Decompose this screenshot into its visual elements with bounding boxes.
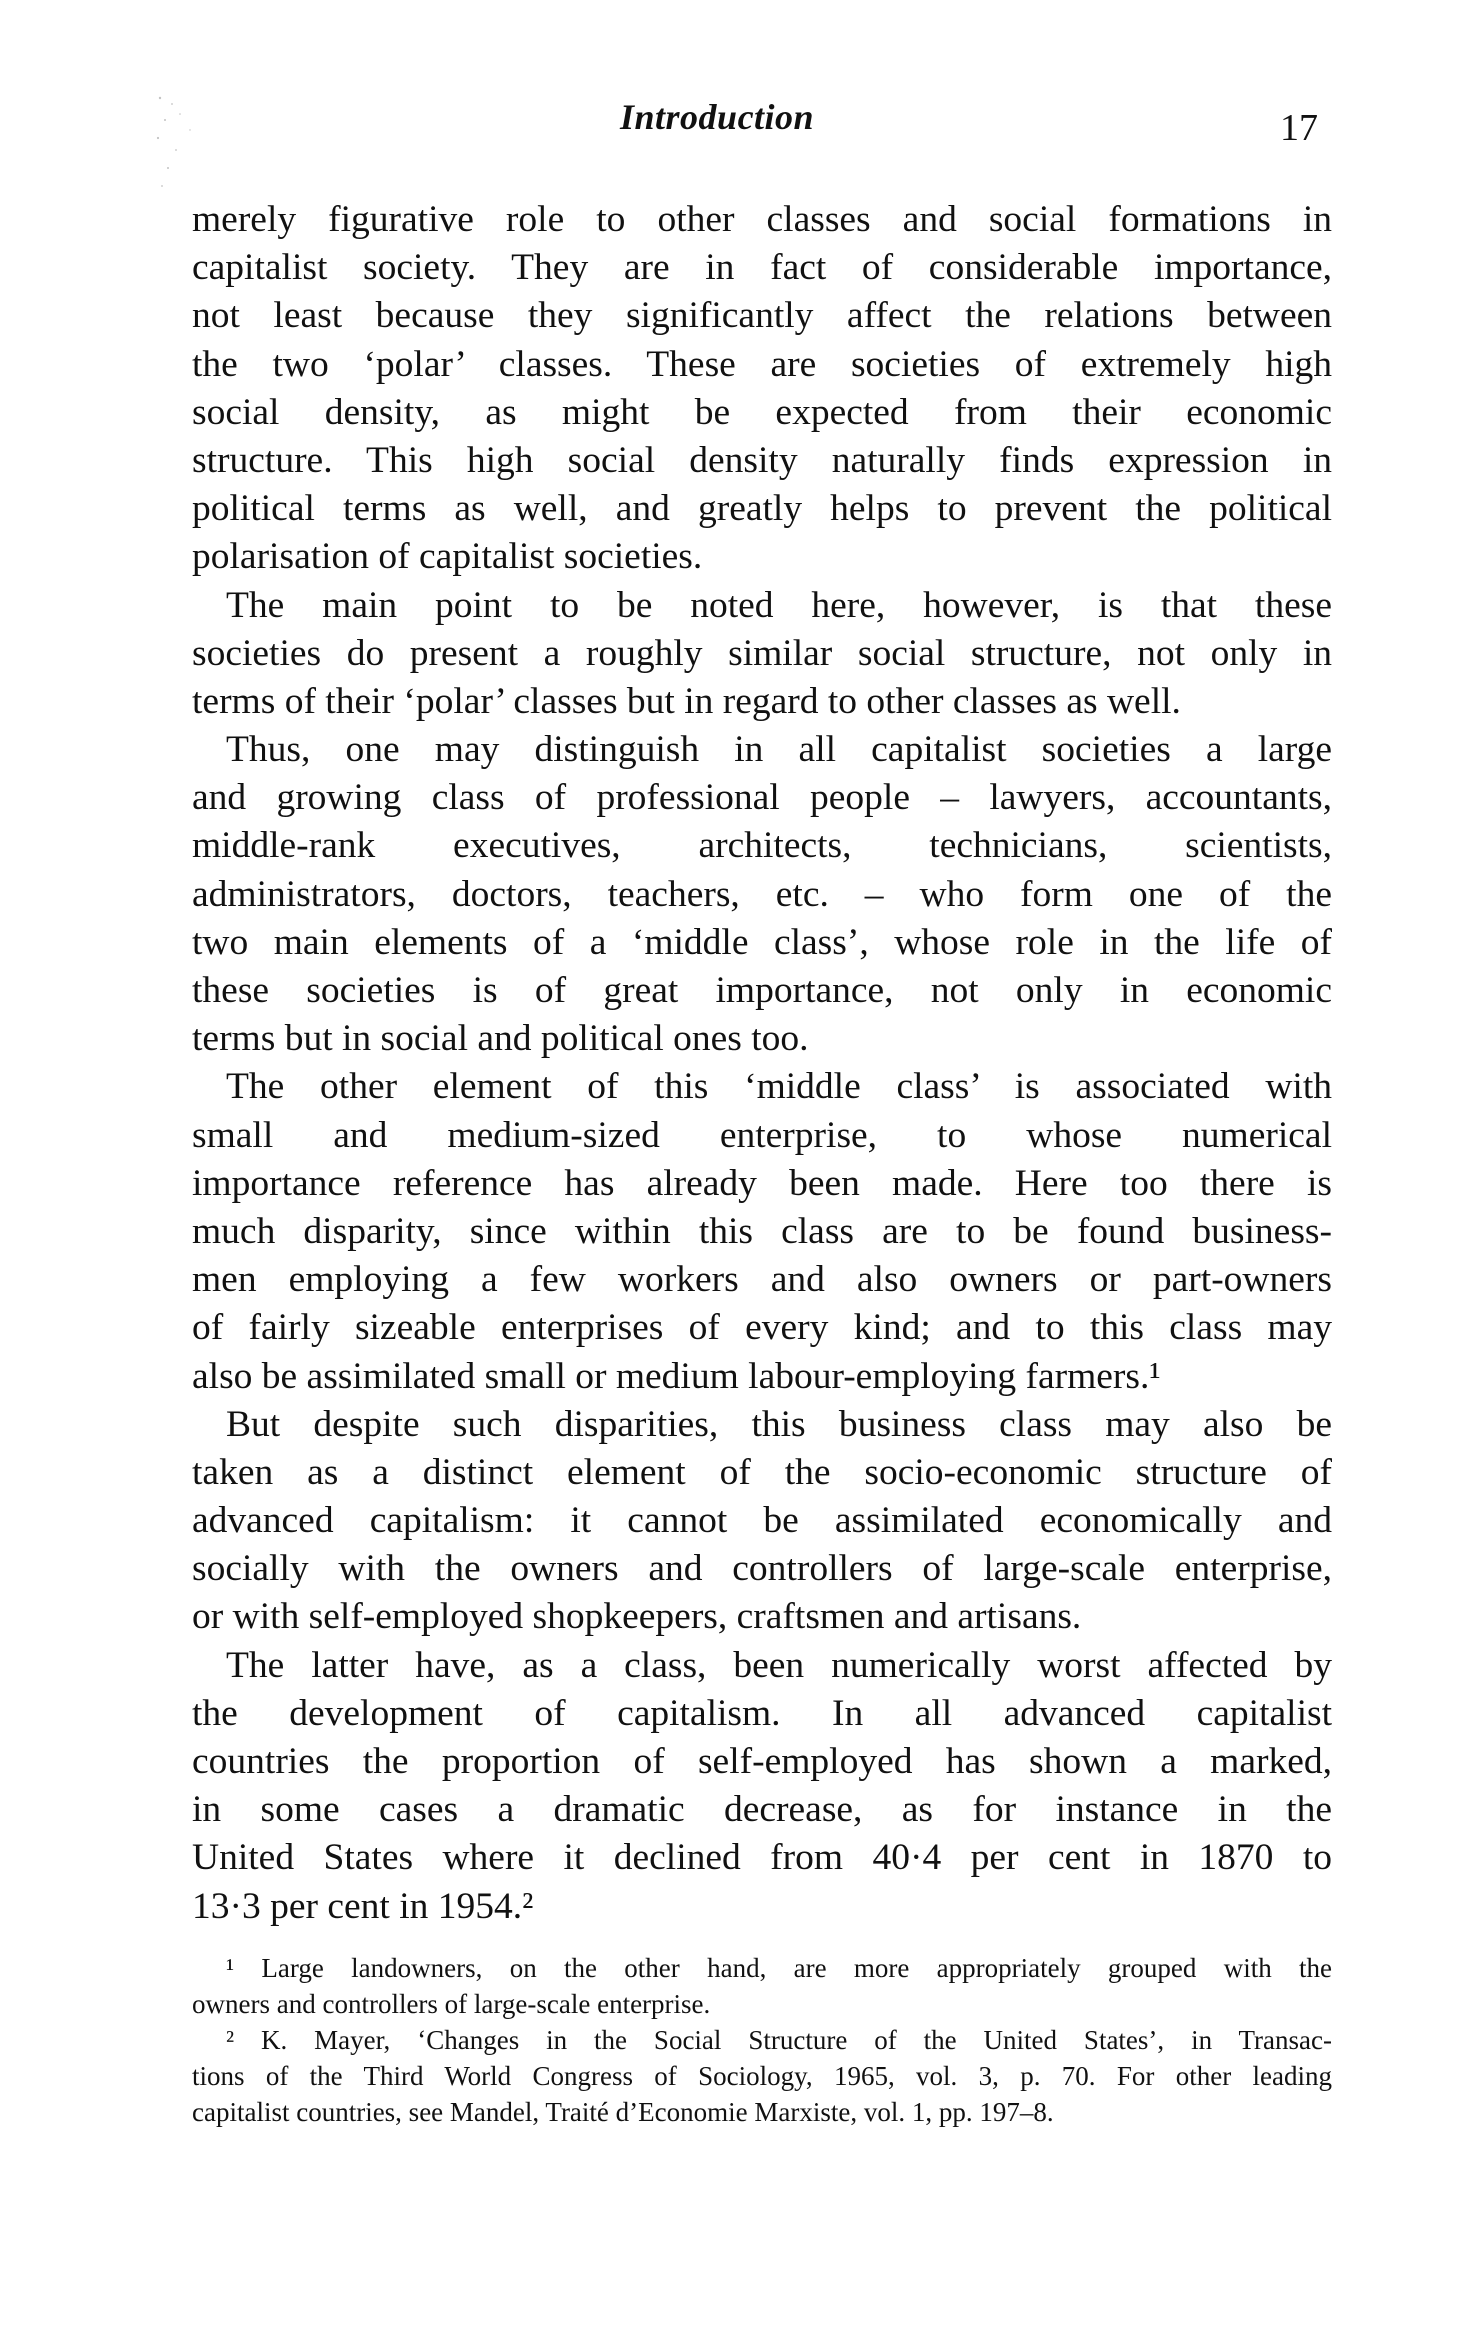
text-line: of fairly sizeable enterprises of every kind; and to this class may: [192, 1307, 1332, 1349]
footnotes: [192, 1950, 1332, 2130]
text-line: not least because they significantly affect the relations between: [192, 295, 1332, 337]
text-line: or with self-employed shopkeepers, craftsmen and artisans.: [192, 1596, 1082, 1638]
text-line: countries the proportion of self-employed has shown a marked,: [192, 1741, 1332, 1782]
text-line: capitalist society. They are in fact of considerable importance,: [192, 247, 1332, 289]
text-line: The main point to be noted here, however, is that these: [226, 584, 1332, 626]
text-line: But despite such disparities, this business class may also be: [226, 1403, 1332, 1445]
text-line: terms but in social and political ones too.: [192, 1018, 809, 1060]
text-line: advanced capitalism: it cannot be assimilated economically and: [192, 1500, 1332, 1542]
footnote-line: ² K. Mayer, ‘Changes in the Social Structure of the United States’, in Transac-: [226, 2025, 1332, 2055]
running-head-title: Introduction: [620, 97, 815, 137]
text-line: United States where it declined from 40·4 per cent in 1870 to: [192, 1837, 1332, 1879]
footnote-line: owners and controllers of large-scale enterprise.: [192, 1989, 711, 2019]
text-line: middle-rank executives, architects, technicians, scientists,: [192, 825, 1332, 867]
text-line: importance reference has already been made. Here too there is: [192, 1162, 1332, 1204]
text-line: and growing class of professional people – lawyers, accountants,: [192, 777, 1332, 819]
text-line: also be assimilated small or medium labour-employing farmers.¹: [192, 1355, 1161, 1397]
scan-speckle-mark: [150, 90, 230, 210]
text-line: polarisation of capitalist societies.: [192, 536, 703, 578]
text-line: The latter have, as a class, been numerically worst affected by: [226, 1644, 1332, 1686]
text-line: terms of their ‘polar’ classes but in regard to other classes as well.: [192, 680, 1181, 722]
text-line: much disparity, since within this class are to be found business-: [192, 1210, 1332, 1252]
page-number: 17: [1280, 107, 1318, 149]
text-line: these societies is of great importance, not only in economic: [192, 970, 1332, 1011]
text-line: men employing a few workers and also owners or part-owners: [192, 1259, 1332, 1301]
text-line: structure. This high social density naturally finds expression in: [192, 439, 1332, 481]
footnote-line: ¹ Large landowners, on the other hand, are more appropriately grouped with the: [226, 1953, 1332, 1983]
body-text: [192, 196, 1332, 1931]
text-line: 13·3 per cent in 1954.²: [192, 1885, 534, 1927]
text-line: administrators, doctors, teachers, etc. – who form one of the: [192, 873, 1332, 915]
text-line: in some cases a dramatic decrease, as for instance in the: [192, 1789, 1332, 1831]
text-line: two main elements of a ‘middle class’, whose role in the life of: [192, 921, 1332, 963]
text-line: the development of capitalism. In all advanced capitalist: [192, 1692, 1332, 1734]
footnote-line: capitalist countries, see Mandel, Traité d’Economie Marxiste, vol. 1, pp. 197–8.: [192, 2097, 1054, 2127]
text-line: merely figurative role to other classes and social formations in: [192, 199, 1332, 240]
footnote-line: tions of the Third World Congress of Sociology, 1965, vol. 3, p. 70. For other leading: [192, 2061, 1332, 2091]
text-line: socially with the owners and controllers of large-scale enterprise,: [192, 1548, 1332, 1590]
text-line: political terms as well, and greatly helps to prevent the political: [192, 488, 1332, 530]
text-line: social density, as might be expected from their economic: [192, 391, 1332, 433]
text-line: the two ‘polar’ classes. These are societies of extremely high: [192, 343, 1332, 385]
text-line: Thus, one may distinguish in all capitalist societies a large: [226, 729, 1332, 771]
text-line: small and medium-sized enterprise, to whose numerical: [192, 1114, 1332, 1156]
text-line: The other element of this ‘middle class’ is associated with: [226, 1066, 1332, 1108]
text-line: taken as a distinct element of the socio-economic structure of: [192, 1451, 1332, 1493]
text-line: societies do present a roughly similar social structure, not only in: [192, 632, 1332, 674]
